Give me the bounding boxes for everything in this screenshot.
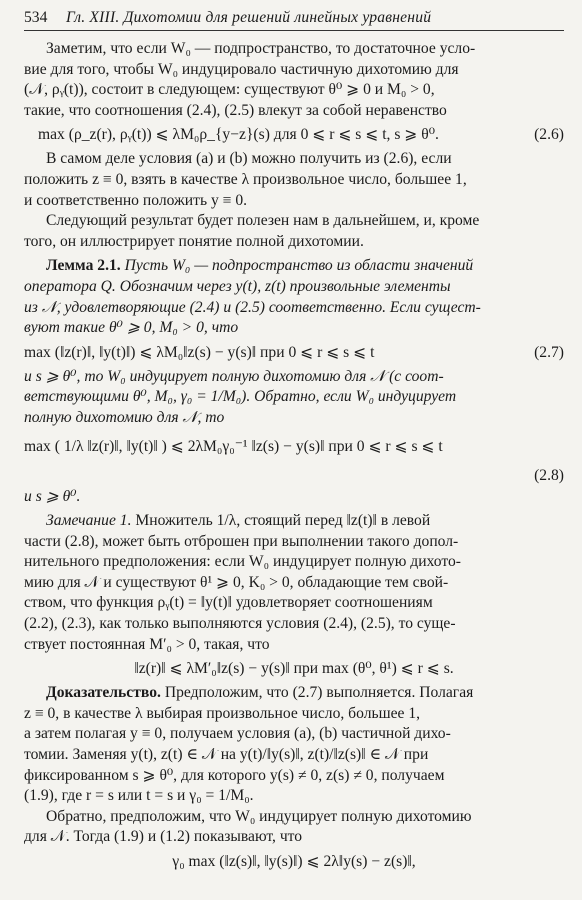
text-line: и s ⩾ θ⁰, то W₀ индуцирует полную дихотомию для 𝒩 (с соот- (24, 367, 444, 385)
equation-2-8 (24, 429, 564, 465)
equation-number: (2.6) (534, 126, 564, 144)
paragraph-6 (24, 807, 564, 848)
text-line: из 𝒩, удовлетворяющие (2.4) и (2.5) соответственно. Если сущест- (24, 298, 481, 316)
lemma-text: Пусть W₀ — подпространство из области значений (124, 257, 474, 275)
text-line: положить z ≡ 0, взять в качестве λ произвольное число, большее 1, (24, 170, 467, 188)
proof (24, 683, 564, 807)
text-line (24, 256, 564, 277)
text-line: такие, что соотношения (2.4), (2.5) влекут за собой неравенство (24, 101, 447, 119)
equation-2-7 (24, 339, 564, 367)
book-page (24, 8, 564, 876)
equation-number: (2.7) (534, 343, 564, 361)
text-line (24, 683, 564, 704)
equation-body: max (ρ_z(r), ρᵧ(t)) ⩽ λM₀ρ_{y−z}(s) для 0 ⩽ r ⩽ s ⩽ t, s ⩾ θ⁰. (38, 126, 439, 144)
equation-remark (24, 655, 564, 683)
equation-body: max ( 1/λ ‖z(r)‖, ‖y(t)‖ ) ⩽ 2λM₀γ₀⁻¹ ‖z(s) − y(s)‖ при 0 ⩽ r ⩽ s ⩽ t (24, 437, 443, 455)
text-line: мию для 𝒩 и существуют θ¹ ⩾ 0, K₀ > 0, обладающие тем свой- (24, 573, 449, 591)
text-line: ствует постоянная M′₀ > 0, такая, что (24, 635, 270, 653)
remark-text: Множитель 1/λ, стоящий перед ‖z(t)‖ в левой (135, 512, 431, 530)
paragraph-4 (24, 367, 564, 429)
text-line: (𝒩, ρᵧ(t)), состоит в следующем: существуют θ⁰ ⩾ 0 и M₀ > 0, (24, 81, 435, 99)
running-title: Гл. XIII. Дихотомии для решений линейных уравнений (66, 9, 432, 26)
lemma-2-1 (24, 256, 564, 338)
text-line: и соответственно положить y ≡ 0. (24, 191, 248, 209)
text-line: томии. Заменяя y(t), z(t) ∈ 𝒩 на y(t)/‖y(s)‖, z(t)/‖z(s)‖ ∈ 𝒩 при (24, 746, 429, 764)
equation-2-6 (24, 121, 564, 149)
equation-number: (2.8) (534, 466, 564, 484)
text-line: нительного предположения: если W₀ индуцирует полную дихото- (24, 553, 461, 571)
text-line: Обратно, предположим, что W₀ индуцирует полную дихотомию (46, 807, 472, 825)
text-line: Следующий результат будет полезен нам в дальнейшем, и, кроме (46, 212, 480, 230)
equation-body: max (‖z(r)‖, ‖y(t)‖) ⩽ λM₀‖z(s) − y(s)‖ при 0 ⩽ r ⩽ s ⩽ t (24, 343, 375, 361)
text-line: и s ⩾ θ⁰. (24, 487, 81, 505)
text-line: вуют такие θ⁰ ⩾ 0, M₀ > 0, что (24, 319, 239, 337)
text-line: вие для того, чтобы W₀ индуцировало частичную дихотомию для (24, 60, 459, 78)
paragraph-3 (24, 211, 564, 252)
equation-body: γ₀ max (‖z(s)‖, ‖y(s)‖) ⩽ 2λ‖y(s) − z(s)‖, (172, 853, 416, 870)
text-line: (2.2), (2.3), как только выполняются условия (2.4), (2.5), то суще- (24, 615, 456, 633)
text-line: ветствующими θ⁰, M₀, γ₀ = 1/M₀). Обратно, если W₀ индуцирует (24, 388, 457, 406)
text-line: того, он иллюстрирует понятие полной дихотомии. (24, 232, 364, 250)
equation-final (24, 848, 564, 876)
remark-1 (24, 511, 564, 655)
text-line: оператора Q. Обозначим через y(t), z(t) произвольные элементы (24, 277, 451, 295)
text-line: фиксированном s ⩾ θ⁰, для которого y(s) ≠ 0, z(s) ≠ 0, получаем (24, 766, 445, 784)
text-line: z ≡ 0, в качестве λ выбирая произвольное число, большее 1, (24, 704, 421, 722)
proof-title: Доказательство. (46, 684, 161, 702)
text-line: (1.9), где r = s или t = s и γ₀ = 1/M₀. (24, 787, 254, 805)
page-number: 534 (24, 9, 48, 26)
proof-text: Предположим, что (2.7) выполняется. Полагая (164, 684, 474, 702)
text-line (24, 511, 564, 532)
text-line: а затем полагая y ≡ 0, получаем условия (a), (b) частичной дихо- (24, 725, 451, 743)
text-line: Заметим, что если W₀ — подпространство, то достаточное усло- (46, 40, 476, 57)
text-line: для 𝒩. Тогда (1.9) и (1.2) показывают, что (24, 828, 303, 846)
text-line: ством, что функция ρᵧ(t) = ‖y(t)‖ удовлетворяет соотношениям (24, 594, 433, 612)
paragraph-1 (24, 39, 564, 121)
remark-title: Замечание 1. (46, 512, 132, 530)
text-line: полную дихотомию для 𝒩, то (24, 408, 225, 426)
equation-body: ‖z(r)‖ ⩽ λM′₀‖z(s) − y(s)‖ при max (θ⁰, θ¹) ⩽ r ⩽ s. (134, 660, 454, 678)
text-line: В самом деле условия (a) и (b) можно получить из (2.6), если (46, 150, 452, 168)
lemma-title: Лемма 2.1. (46, 257, 121, 275)
page-header (24, 8, 564, 31)
text-line: части (2.8), может быть отброшен при выполнении такого допол- (24, 532, 459, 550)
paragraph-2 (24, 149, 564, 211)
